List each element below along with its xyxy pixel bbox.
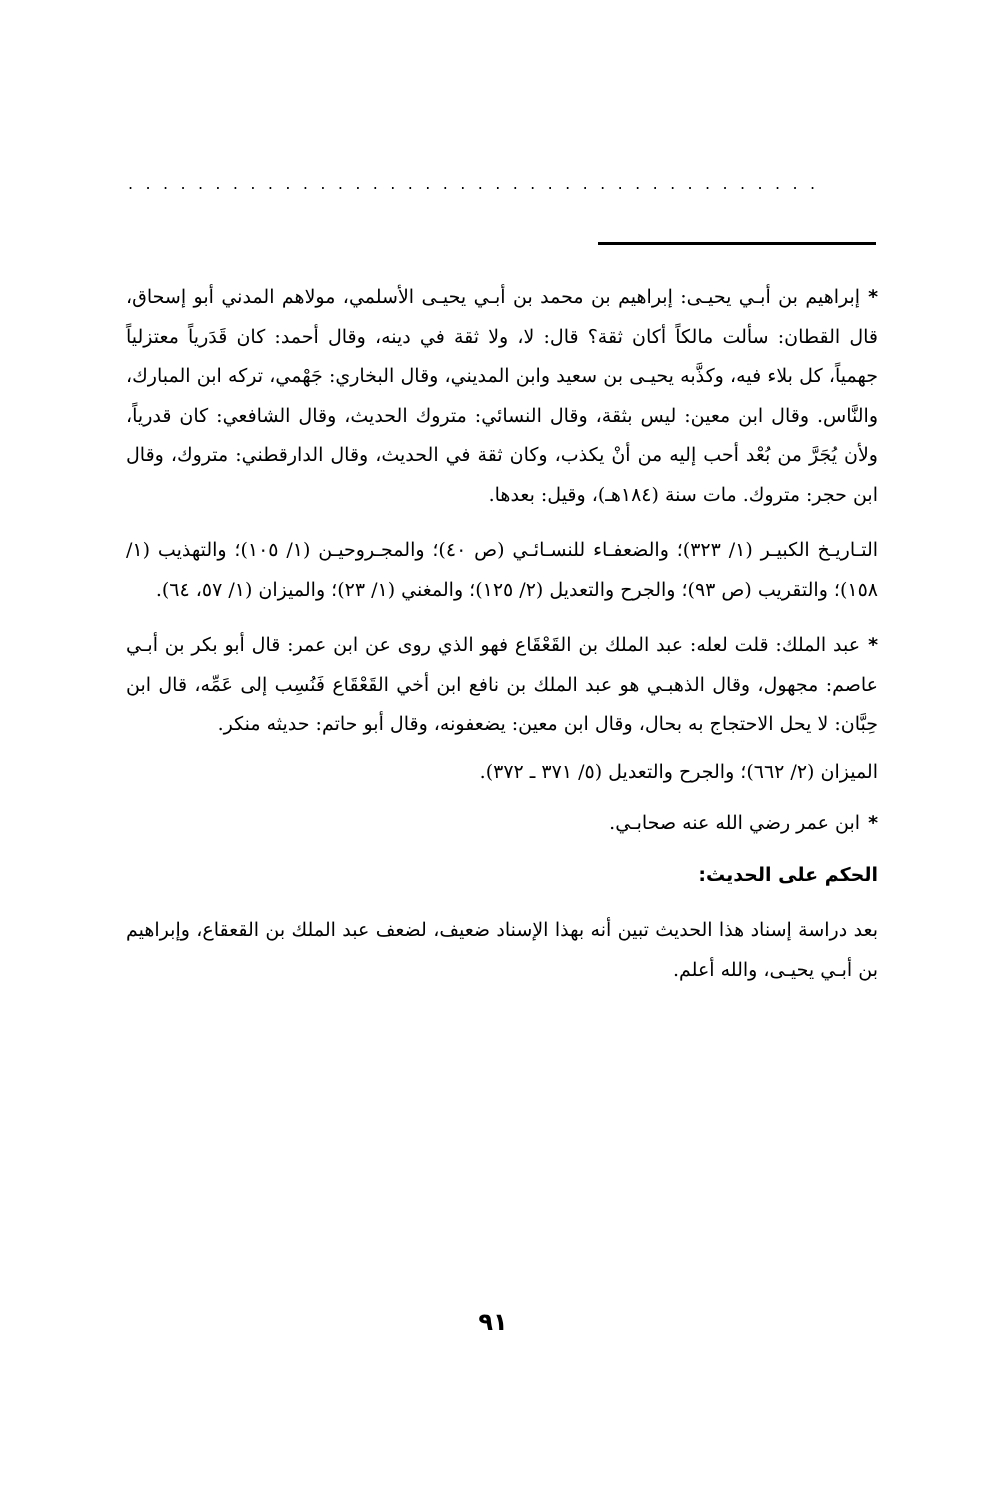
- section-heading-ruling: الحكم على الحديث:: [698, 863, 878, 886]
- star-marker: *: [868, 812, 878, 834]
- dotted-separator: ........................................: [128, 178, 828, 190]
- page-content: [126, 278, 878, 990]
- narrator-entry-abdulmalik-text: عبد الملك: قلت لعله: عبد الملك بن القَعْقَاع فهو الذي روى عن ابن عمر: قال أبو بكر بن أبـي عاصم: مجهول، وقال الذهبـي هو عبد الملك بن نافع ابن أخي القَعْقَاع فَنُسِب إلى عَمِّه، قال ابن حِبَّان: لا يحل الاحتجاج به بحال، وقال ابن معين: يضعفونه، وقال أبو حاتم: حديثه منكر.: [126, 634, 878, 735]
- narrator-entry-ibn-umar-text: ابن عمر رضي الله عنه صحابـي.: [609, 812, 861, 834]
- narrator-entry-abdulmalik: [126, 626, 878, 745]
- star-marker: *: [868, 634, 878, 656]
- references-abdulmalik: الميزان (٢/ ٦٦٢)؛ والجرح والتعديل (٥/ ٣٧١ ـ ٣٧٢).: [479, 760, 878, 783]
- star-marker: *: [868, 286, 878, 308]
- narrator-entry-ibrahim-text: إبراهيم بن أبـي يحيـى: إبراهيم بن محمد بن أبـي يحيـى الأسلمي، مولاهم المدني أبو إسحاق، قال القطان: سألت مالكاً أكان ثقة؟ قال: لا، ولا ثقة في دينه، وقال أحمد: كان قَدَرياً معتزلياً جهمياً، كل بلاء فيه، وكذَّبه يحيـى بن سعيد وابن المديني، وقال البخاري: جَهْمي، تركه ابن المبارك، والنَّاس. وقال ابن معين: ليس بثقة، وقال النسائي: متروك الحديث، وقال الشافعي: كان قدرياً، ولأن يُجَرَّ من بُعْد أحب إليه من أنْ يكذب، وكان ثقة في الحديث، وقال الدارقطني: متروك، وقال ابن حجر: متروك. مات سنة (١٨٤هـ)، وقيل: بعدها.: [126, 286, 878, 506]
- footnote-rule: [598, 242, 876, 245]
- ruling-paragraph: بعد دراسة إسناد هذا الحديث تبين أنه بهذا الإسناد ضعيف، لضعف عبد الملك بن القعقاع، وإبراهيم بن أبـي يحيـى، والله أعلم.: [126, 919, 878, 981]
- narrator-entry-ibrahim: [126, 278, 878, 515]
- page-number: ٩١: [478, 1308, 508, 1336]
- narrator-entry-ibn-umar: [126, 804, 878, 844]
- references-ibrahim: التـاريـخ الكبيـر (١/ ٣٢٣)؛ والضعفـاء للنسـائـي (ص ٤٠)؛ والمجـروحيـن (١/ ١٠٥)؛ والتهذيب (١/ ١٥٨)؛ والتقريب (ص ٩٣)؛ والجرح والتعديل (٢/ ١٢٥)؛ والمغني (١/ ٢٣)؛ والميزان (١/ ٥٧، ٦٤).: [126, 539, 879, 601]
